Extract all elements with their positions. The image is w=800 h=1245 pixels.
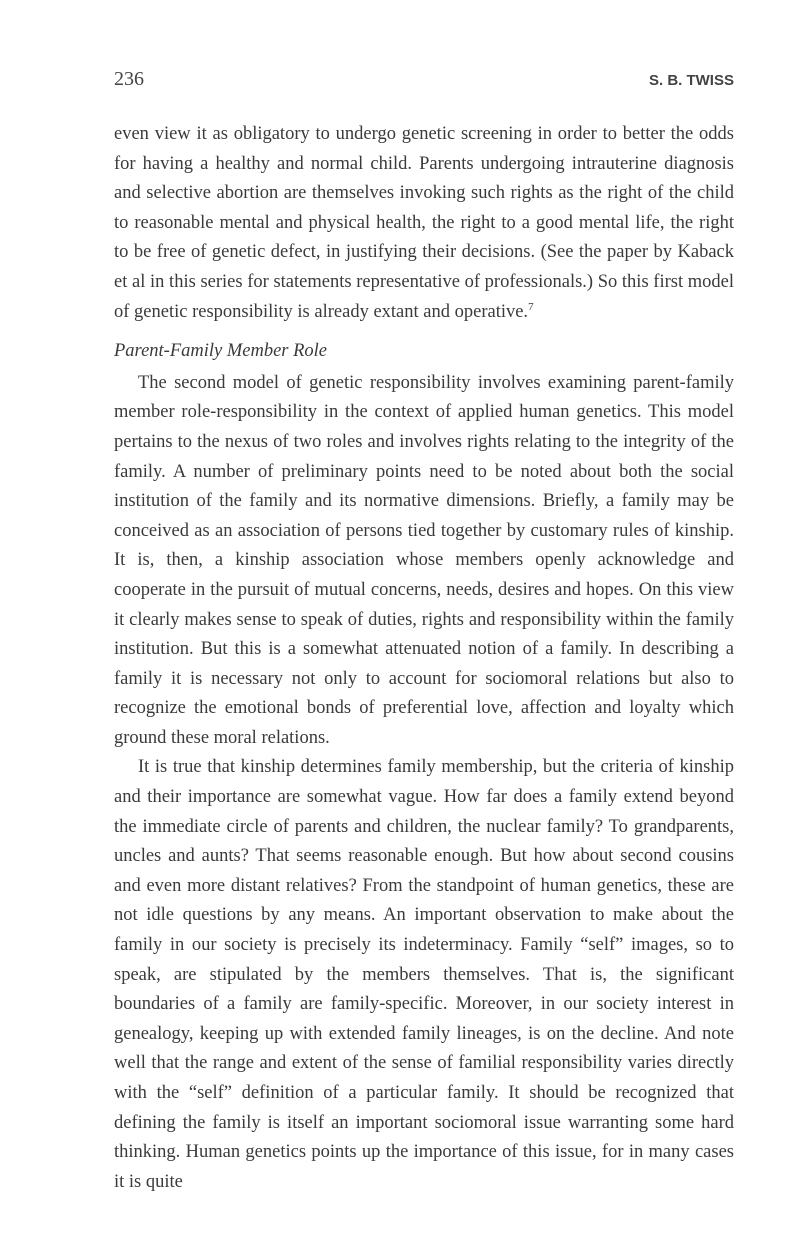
body-text (114, 120, 734, 1197)
paragraph-2: The second model of genetic responsibility involves examining parent-family member role-responsibility in the context of applied human genetics. This model pertains to the nexus of two roles and involves rights relating to the integrity of the family. A number of preliminary points need to be noted about both the social institution of the family and its normative dimensions. Briefly, a family may be conceived as an association of persons tied together by customary rules of kinship. It is, then, a kinship association whose members openly acknowledge and cooperate in the pursuit of mutual concerns, needs, desires and hopes. On this view it clearly makes sense to speak of duties, rights and responsibility within the family institution. But this is a somewhat attenuated notion of a family. In describing a family it is necessary not only to account for sociomoral relations but also to recognize the emotional bonds of preferential love, affection and loyalty which ground these moral relations. (114, 372, 734, 748)
footnote-marker: 7 (528, 300, 534, 313)
paragraph-continued (114, 120, 734, 327)
running-head (114, 68, 734, 100)
section-heading: Parent-Family Member Role (114, 341, 328, 362)
paragraph-3: It is true that kinship determines family membership, but the criteria of kinship and their importance are somewhat vague. How far does a family extend beyond the immediate circle of parents and children, the nuclear family? To grandparents, uncles and aunts? That seems reasonable enough. But how about second cousins and even more distant relatives? From the standpoint of human genetics, these are not idle questions by any means. An important observation to make about the family in our society is precisely its indeterminacy. Family “self” images, so to speak, are stipulated by the members themselves. That is, the significant boundaries of a family are family-specific. Moreover, in our society interest in genealogy, keeping up with extended family lineages, is on the decline. And note well that the range and extent of the sense of familial responsibility varies directly with the “self” definition of a particular family. It should be recognized that defining the family is itself an important sociomoral issue warranting some hard thinking. Human genetics points up the importance of this issue, for in many cases it is quite (114, 757, 734, 1192)
page-number: 236 (114, 68, 144, 90)
running-head-author: S. B. TWISS (648, 72, 734, 89)
paragraph-1-text: even view it as obligatory to undergo genetic screening in order to better the odds for having a healthy and normal child. Parents undergoing intrauterine diagnosis and selective abortion are themselves invoking such rights as the right of the child to reasonable mental and physical health, the right to a good mental life, the right to be free of genetic defect, in justifying their decisions. (See the paper by Kaback et al in this series for statements representative of professionals.) So this first model of genetic responsibility is already extant and operative. (114, 124, 734, 322)
book-page (114, 68, 734, 1197)
